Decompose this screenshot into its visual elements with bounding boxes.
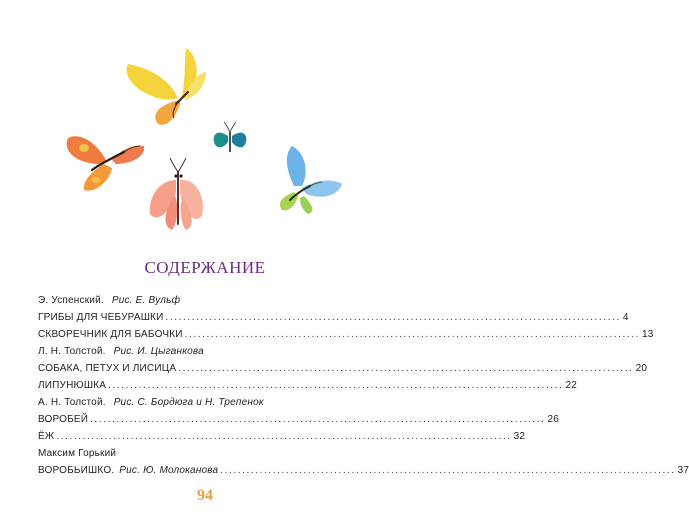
toc-entry-title: СОБАКА, ПЕТУХ И ЛИСИЦА [38, 363, 177, 374]
author-name: А. Н. Толстой. [38, 397, 106, 408]
toc-entry-title: ЁЖ [38, 431, 55, 442]
toc-entry-page: 4 [622, 312, 629, 323]
illustrator-credit: Рис. Е. Вульф [111, 295, 181, 306]
illustrator-credit: Рис. С. Бордюга и Н. Трепенок [113, 397, 264, 408]
dot-leader: ........................................................................................................ [220, 465, 676, 476]
toc-entry-page: 22 [565, 380, 577, 391]
toc-entry[interactable] [38, 326, 654, 343]
yellow-butterfly-icon [127, 48, 206, 125]
pink-butterfly-icon [150, 158, 203, 230]
table-of-contents [38, 292, 689, 479]
toc-entry-title: ВОРОБЕЙ [38, 414, 89, 425]
author-name: Э. Успенский. [38, 295, 104, 306]
page-number: 94 [197, 487, 213, 504]
author-name: Максим Горький [38, 448, 117, 459]
toc-entry[interactable] [38, 309, 629, 326]
toc-entry-title: СКВОРЕЧНИК ДЛЯ БАБОЧКИ [38, 329, 183, 340]
dot-leader: ........................................................................................................ [165, 312, 621, 323]
toc-entry-page: 37 [677, 465, 689, 476]
toc-entry-title: ВОРОБЬИШКО. [38, 465, 115, 476]
blue-butterfly-icon [280, 146, 342, 214]
toc-author [38, 343, 374, 360]
toc-entry-title: ГРИБЫ ДЛЯ ЧЕБУРАШКИ [38, 312, 164, 323]
illustrator-credit: Рис. Ю. Молоканова [119, 465, 219, 476]
author-name: Л. Н. Толстой. [38, 346, 106, 357]
toc-entry-page: 26 [547, 414, 560, 425]
toc-entry-page: 20 [635, 363, 648, 374]
toc-entry[interactable] [38, 411, 560, 428]
dot-leader: ........................................................................................................ [90, 414, 546, 425]
teal-butterfly-icon [214, 122, 247, 152]
orange-butterfly-icon [67, 136, 144, 190]
toc-entry[interactable] [38, 377, 577, 394]
toc-author [38, 445, 374, 462]
dot-leader: ........................................................................................................ [178, 363, 634, 374]
toc-author [38, 292, 374, 309]
toc-entry-page: 32 [513, 431, 526, 442]
page-title: СОДЕРЖАНИЕ [144, 258, 266, 277]
illustrator-credit: Рис. И. Цыганкова [113, 346, 204, 357]
dot-leader: ........................................................................................................ [56, 431, 512, 442]
toc-entry-page: 13 [641, 329, 654, 340]
toc-entry[interactable] [38, 360, 648, 377]
toc-entry[interactable] [38, 462, 689, 479]
toc-entry[interactable] [38, 428, 526, 445]
dot-leader: ........................................................................................................ [108, 380, 564, 391]
toc-author [38, 394, 374, 411]
butterflies-illustration [0, 0, 410, 250]
dot-leader: ........................................................................................................ [184, 329, 640, 340]
toc-entry-title: ЛИПУНЮШКА [38, 380, 107, 391]
